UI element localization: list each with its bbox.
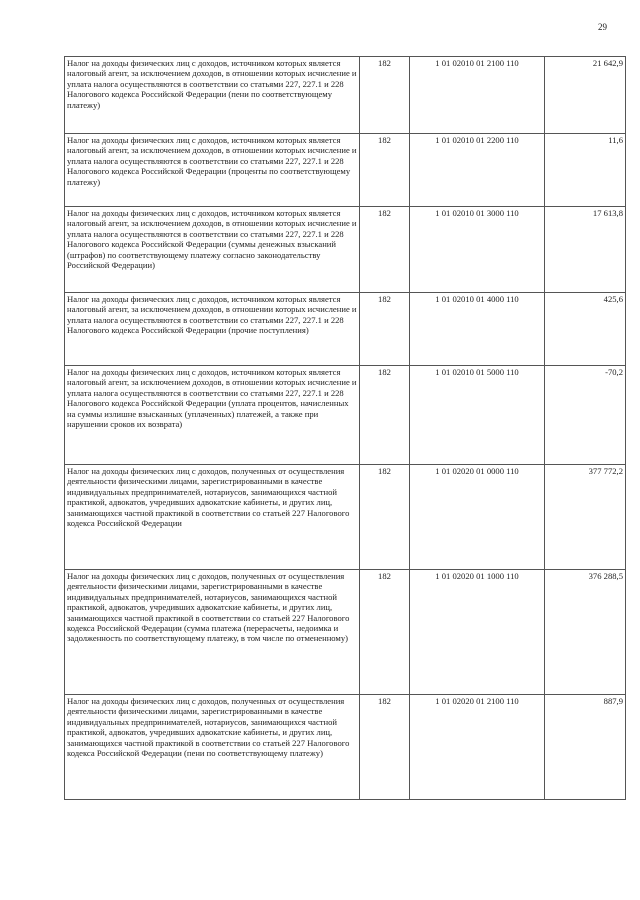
table-row	[65, 465, 626, 570]
budget-classification-code-cell: 1 01 02010 01 3000 110	[410, 207, 545, 293]
table-row	[65, 134, 626, 207]
budget-classification-code-cell: 1 01 02010 01 4000 110	[410, 293, 545, 366]
amount-cell: 377 772,2	[545, 465, 626, 570]
amount-cell: 425,6	[545, 293, 626, 366]
budget-classification-code-cell: 1 01 02020 01 0000 110	[410, 465, 545, 570]
administrator-code-cell: 182	[360, 465, 410, 570]
revenue-name-cell: Налог на доходы физических лиц с доходов, полученных от осуществления деятельности физическими лицами, зарегистрированными в качестве индивидуальных предпринимателей, нотариусов, занимающихся частной практикой, адвокатов, учредивших адвокатские кабинеты, и других лиц, занимающихся частной практикой в соответствии со статьей 227 Налогового кодекса Российской Федерации (пени по соответствующему платежу)	[65, 695, 360, 800]
amount-cell: 17 613,8	[545, 207, 626, 293]
page-number: 29	[598, 22, 607, 32]
revenue-name-cell: Налог на доходы физических лиц с доходов, источником которых является налоговый агент, за исключением доходов, в отношении которых исчисление и уплата налога осуществляются в соответствии со статьями 227, 227.1 и 228 Налогового кодекса Российской Федерации (суммы денежных взысканий (штрафов) по соответствующему платежу согласно законодательству Российской Федерации)	[65, 207, 360, 293]
administrator-code-cell: 182	[360, 207, 410, 293]
revenue-table	[64, 56, 626, 800]
table-row	[65, 366, 626, 465]
administrator-code-cell: 182	[360, 57, 410, 134]
revenue-name-cell: Налог на доходы физических лиц с доходов, полученных от осуществления деятельности физическими лицами, зарегистрированными в качестве индивидуальных предпринимателей, нотариусов, занимающихся частной практикой, адвокатов, учредивших адвокатские кабинеты, и других лиц, занимающихся частной практикой в соответствии со статьей 227 Налогового кодекса Российской Федерации (сумма платежа (перерасчеты, недоимка и задолженность по соответствующему платежу, в том числе по отмененному)	[65, 570, 360, 695]
budget-classification-code-cell: 1 01 02010 01 2200 110	[410, 134, 545, 207]
amount-cell: 21 642,9	[545, 57, 626, 134]
administrator-code-cell: 182	[360, 134, 410, 207]
amount-cell: 376 288,5	[545, 570, 626, 695]
administrator-code-cell: 182	[360, 695, 410, 800]
table-row	[65, 293, 626, 366]
table-row	[65, 570, 626, 695]
revenue-name-cell: Налог на доходы физических лиц с доходов, источником которых является налоговый агент, за исключением доходов, в отношении которых исчисление и уплата налога осуществляются в соответствии со статьями 227, 227.1 и 228 Налогового кодекса Российской Федерации (уплата процентов, начисленных на суммы излишне взысканных (уплаченных) платежей, а также при нарушении сроков их возврата)	[65, 366, 360, 465]
revenue-name-cell: Налог на доходы физических лиц с доходов, источником которых является налоговый агент, за исключением доходов, в отношении которых исчисление и уплата налога осуществляются в соответствии со статьями 227, 227.1 и 228 Налогового кодекса Российской Федерации (прочие поступления)	[65, 293, 360, 366]
revenue-name-cell: Налог на доходы физических лиц с доходов, источником которых является налоговый агент, за исключением доходов, в отношении которых исчисление и уплата налога осуществляются в соответствии со статьями 227, 227.1 и 228 Налогового кодекса Российской Федерации (пени по соответствующему платежу)	[65, 57, 360, 134]
budget-classification-code-cell: 1 01 02010 01 5000 110	[410, 366, 545, 465]
table-row	[65, 207, 626, 293]
budget-classification-code-cell: 1 01 02010 01 2100 110	[410, 57, 545, 134]
amount-cell: 887,9	[545, 695, 626, 800]
revenue-name-cell: Налог на доходы физических лиц с доходов, полученных от осуществления деятельности физическими лицами, зарегистрированными в качестве индивидуальных предпринимателей, нотариусов, занимающихся частной практикой, адвокатов, учредивших адвокатские кабинеты, и других лиц, занимающихся частной практикой в соответствии со статьей 227 Налогового кодекса Российской Федерации	[65, 465, 360, 570]
administrator-code-cell: 182	[360, 293, 410, 366]
amount-cell: 11,6	[545, 134, 626, 207]
budget-classification-code-cell: 1 01 02020 01 2100 110	[410, 695, 545, 800]
budget-classification-code-cell: 1 01 02020 01 1000 110	[410, 570, 545, 695]
revenue-name-cell: Налог на доходы физических лиц с доходов, источником которых является налоговый агент, за исключением доходов, в отношении которых исчисление и уплата налога осуществляются в соответствии со статьями 227, 227.1 и 228 Налогового кодекса Российской Федерации (проценты по соответствующему платежу)	[65, 134, 360, 207]
administrator-code-cell: 182	[360, 570, 410, 695]
table-row	[65, 57, 626, 134]
administrator-code-cell: 182	[360, 366, 410, 465]
table-row	[65, 695, 626, 800]
amount-cell: -70,2	[545, 366, 626, 465]
